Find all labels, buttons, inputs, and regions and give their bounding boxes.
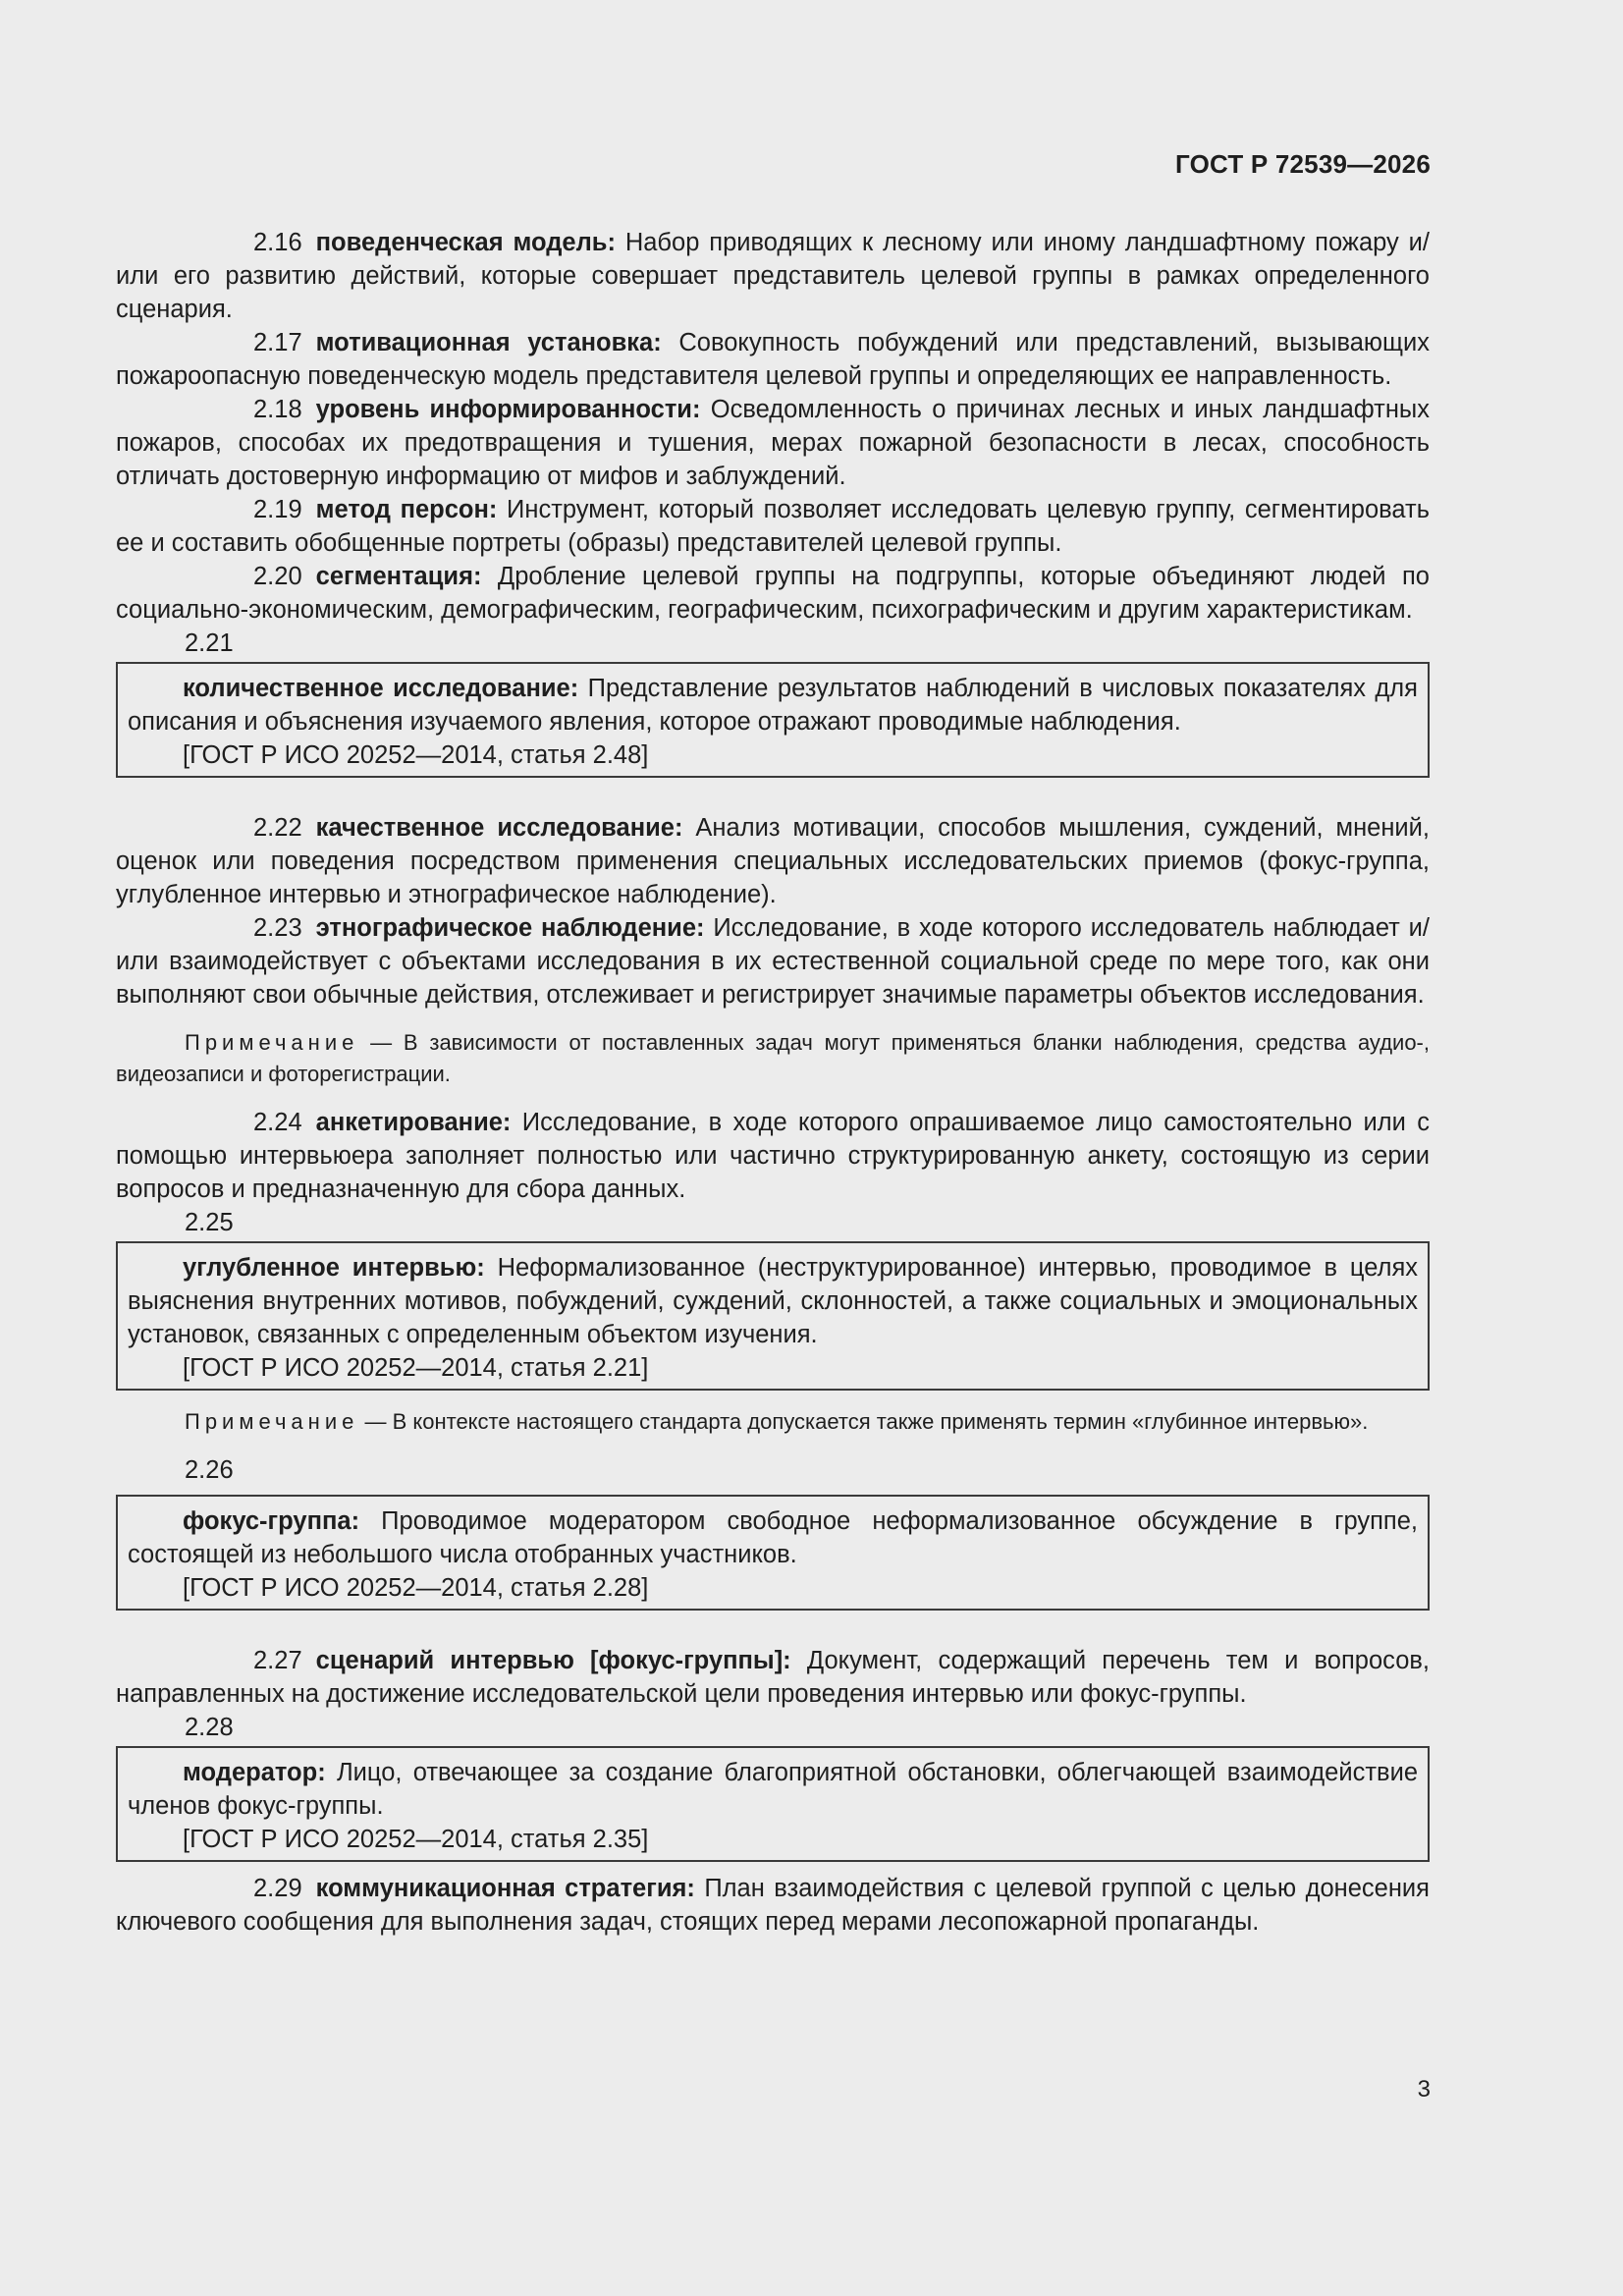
term-name: поведенческая модель: [315,229,616,256]
term-entry-2-20 [116,560,1430,627]
entry-number: 2.20 [253,563,302,590]
term-definition: План взаимодействия с целевой группой с целью донесения ключевого сообщения для выполнения задач, стоящих перед мерами лесопожарной пропаганды. [116,1875,1430,1936]
term-definition: Инструмент, который позволяет исследовать целевую группу, сегментировать ее и составить обобщенные портреты (образы) представителей целевой группы. [116,496,1431,557]
term-entry-2-19 [116,493,1430,560]
document-body [116,226,1430,1939]
term-name: качественное исследование: [315,814,683,842]
entry-number: 2.19 [253,496,302,523]
document-header: ГОСТ Р 72539—2026 [1175,149,1431,179]
source-reference: [ГОСТ Р ИСО 20252—2014, статья 2.48] [183,741,649,769]
term-name: уровень информированности: [315,396,701,423]
entry-number: 2.29 [253,1875,302,1902]
note-text: — В контексте настоящего стандарта допускается также применять термин «глубинное интервью». [358,1409,1369,1434]
note-label: Примечание [185,1030,359,1055]
term-name: фокус-группа: [183,1507,360,1535]
term-name: сценарий интервью [фокус-группы]: [315,1647,791,1674]
term-entry-2-29 [116,1872,1430,1939]
boxed-term-2-21 [116,662,1430,778]
term-name: углубленное интервью: [183,1254,485,1282]
entry-number: 2.22 [253,814,302,842]
term-entry-2-27 [116,1644,1430,1711]
term-name: модератор: [183,1759,326,1786]
entry-number: 2.18 [253,396,302,423]
boxed-definition [128,672,1418,738]
term-entry-2-18 [116,393,1430,493]
boxed-term-2-25 [116,1241,1430,1391]
term-definition: Проводимое модератором свободное неформализованное обсуждение в группе, состоящей из небольшого числа отобранных участников. [128,1507,1418,1568]
page-number: 3 [1417,2076,1431,2103]
term-name: метод персон: [315,496,498,523]
term-definition: Осведомленность о причинах лесных и иных ландшафтных пожаров, способах их предотвращения и тушения, мерах пожарной безопасности в лесах, способность отличать достоверную информацию от мифов и заблуждений. [116,396,1431,490]
entry-number-2-21: 2.21 [185,629,234,657]
term-definition: Анализ мотивации, способов мышления, суждений, мнений, оценок или поведения посредством применения специальных исследовательских приемов (фокус-группа, углубленное интервью и этнографическое наблюдение). [116,814,1430,908]
boxed-definition [128,1756,1418,1823]
source-reference: [ГОСТ Р ИСО 20252—2014, статья 2.21] [183,1354,649,1382]
term-definition: Документ, содержащий перечень тем и вопросов, направленных на достижение исследовательской цели проведения интервью или фокус-группы. [116,1647,1431,1708]
term-definition: Лицо, отвечающее за создание благоприятной обстановки, облегчающей взаимодействие членов фокус-группы. [128,1759,1418,1820]
entry-number: 2.16 [253,229,302,256]
term-name: мотивационная установка: [315,329,662,356]
entry-number-2-25: 2.25 [185,1209,234,1236]
term-name: коммуникационная стратегия: [315,1875,695,1902]
entry-number-2-28: 2.28 [185,1714,234,1741]
note-text: — В зависимости от поставленных задач могут применяться бланки наблюдения, средства аудио-, видеозаписи и фоторегистрации. [116,1030,1430,1086]
term-entry-2-22 [116,811,1430,911]
term-definition: Исследование, в ходе которого опрашиваемое лицо самостоятельно или с помощью интервьюера заполняет полностью или частично структурированную анкету, состоящую из серии вопросов и предназначенную для сбора данных. [116,1109,1430,1203]
term-entry-2-23 [116,911,1430,1011]
note-2-23 [116,1027,1430,1090]
term-name: анкетирование: [315,1109,512,1136]
term-entry-2-16 [116,226,1430,326]
term-definition: Набор приводящих к лесному или иному ландшафтному пожару и/или его развитию действий, которые совершает представитель целевой группы в рамках определенного сценария. [116,229,1430,323]
note-label: Примечание [185,1409,359,1434]
term-definition: Совокупность побуждений или представлений, вызывающих пожароопасную поведенческую модель представителя целевой группы и определяющих ее направленность. [116,329,1430,390]
term-definition: Дробление целевой группы на подгруппы, которые объединяют людей по социально-экономическим, демографическим, географическим, психографическим и другим характеристикам. [116,563,1430,624]
term-definition: Неформализованное (неструктурированное) интервью, проводимое в целях выяснения внутренних мотивов, побуждений, суждений, склонностей, а также социальных и эмоциональных установок, связанных с определенным объектом изучения. [128,1254,1419,1348]
term-name: сегментация: [315,563,482,590]
term-definition: Исследование, в ходе которого исследователь наблюдает и/или взаимодействует с объектами исследования в их естественной социальной среде по мере того, как они выполняют свои обычные действия, отслеживает и регистрирует значимые параметры объектов исследования. [116,914,1430,1009]
boxed-term-2-26 [116,1495,1430,1611]
boxed-term-2-28 [116,1746,1430,1862]
boxed-definition [128,1504,1418,1571]
source-reference: [ГОСТ Р ИСО 20252—2014, статья 2.28] [183,1574,649,1602]
entry-number: 2.24 [253,1109,302,1136]
boxed-definition [128,1251,1418,1351]
note-2-25 [116,1406,1430,1438]
entry-number: 2.27 [253,1647,302,1674]
term-entry-2-17 [116,326,1430,393]
term-definition: Представление результатов наблюдений в числовых показателях для описания и объяснения изучаемого явления, которое отражают проводимые наблюдения. [128,675,1418,736]
entry-number-2-26: 2.26 [185,1456,234,1484]
term-name: этнографическое наблюдение: [315,914,705,942]
entry-number: 2.23 [253,914,302,942]
source-reference: [ГОСТ Р ИСО 20252—2014, статья 2.35] [183,1826,649,1853]
term-name: количественное исследование: [183,675,579,702]
term-entry-2-24 [116,1106,1430,1206]
entry-number: 2.17 [253,329,302,356]
